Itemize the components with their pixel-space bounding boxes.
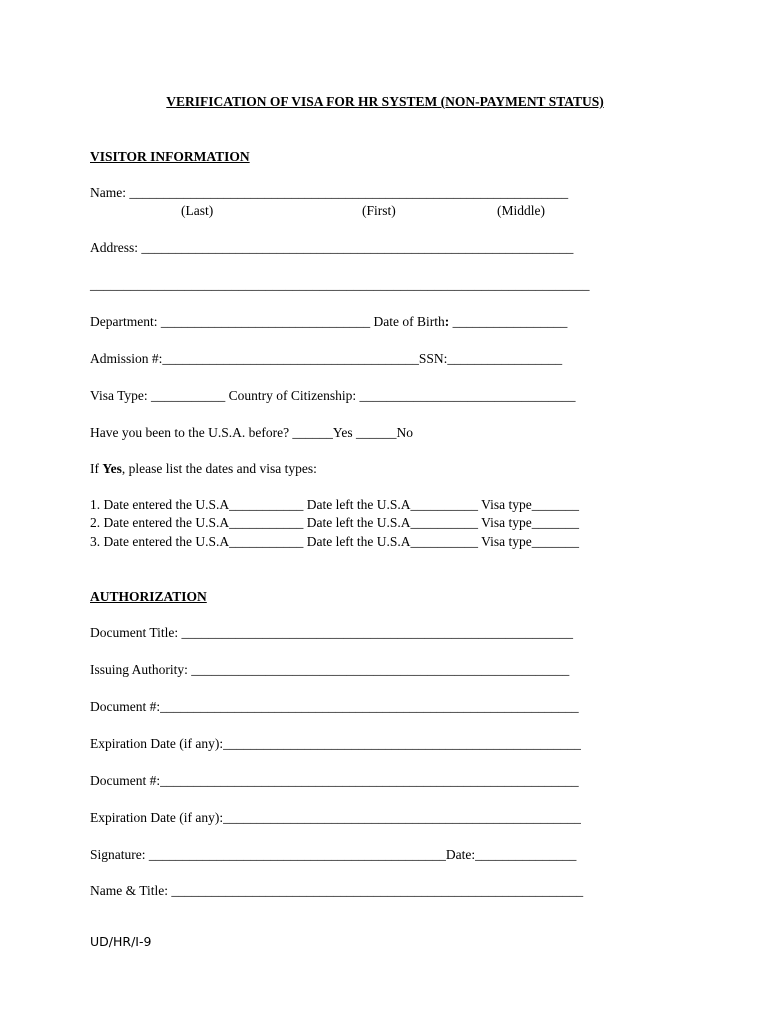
expiration-date-field[interactable]: Expiration Date (if any):_____________________________________________________	[90, 736, 581, 751]
form-code-footer: UD/HR/I-9	[90, 934, 152, 949]
address-field[interactable]: Address: ________________________________________________________________	[90, 240, 574, 255]
dob-blank[interactable]: _________________	[449, 314, 568, 329]
department-dob-label: Department: _______________________________ Date of Birth	[90, 314, 445, 329]
if-yes-instruction	[90, 461, 317, 477]
if-label: If	[90, 461, 103, 476]
document-number-field[interactable]: Document #:______________________________________________________________	[90, 699, 579, 714]
if-yes-bold: Yes	[102, 461, 122, 476]
name-field[interactable]: Name: _________________________________________________________________	[90, 185, 569, 200]
document-number-field-2[interactable]: Document #:______________________________________________________________	[90, 773, 579, 788]
dob-colon: :	[444, 314, 450, 329]
name-first-caption: (First)	[362, 203, 396, 218]
if-rest: , please list the dates and visa types:	[121, 461, 317, 476]
expiration-date-field-2[interactable]: Expiration Date (if any):_____________________________________________________	[90, 810, 581, 825]
issuing-authority-field[interactable]: Issuing Authority: ________________________________________________________	[90, 662, 570, 677]
admission-ssn-field[interactable]: Admission #:______________________________________SSN:_________________	[90, 351, 563, 366]
signature-date-field[interactable]: Signature: ____________________________________________Date:_______________	[90, 847, 577, 862]
visit-entry-row[interactable]: 2. Date entered the U.S.A___________ Date left the U.S.A__________ Visa type_______	[90, 515, 579, 530]
visa-type-citizenship-field[interactable]: Visa Type: ___________ Country of Citizenship: ________________________________	[90, 388, 576, 403]
visitor-info-heading: VISITOR INFORMATION	[90, 149, 250, 164]
name-title-field[interactable]: Name & Title: _____________________________________________________________	[90, 883, 584, 898]
address-field-line2[interactable]: __________________________________________________________________________	[90, 277, 590, 292]
department-dob-field[interactable]	[90, 314, 567, 330]
name-middle-caption: (Middle)	[497, 203, 545, 218]
name-last-caption: (Last)	[181, 203, 214, 218]
document-title-field[interactable]: Document Title: __________________________________________________________	[90, 625, 574, 640]
visit-entry-row[interactable]: 3. Date entered the U.S.A___________ Date left the U.S.A__________ Visa type_______	[90, 534, 579, 549]
authorization-heading: AUTHORIZATION	[90, 589, 207, 604]
form-title: VERIFICATION OF VISA FOR HR SYSTEM (NON-PAYMENT STATUS)	[166, 94, 604, 109]
been-to-usa-question[interactable]: Have you been to the U.S.A. before? ______Yes ______No	[90, 425, 413, 440]
visit-entry-row[interactable]: 1. Date entered the U.S.A___________ Date left the U.S.A__________ Visa type_______	[90, 497, 579, 512]
